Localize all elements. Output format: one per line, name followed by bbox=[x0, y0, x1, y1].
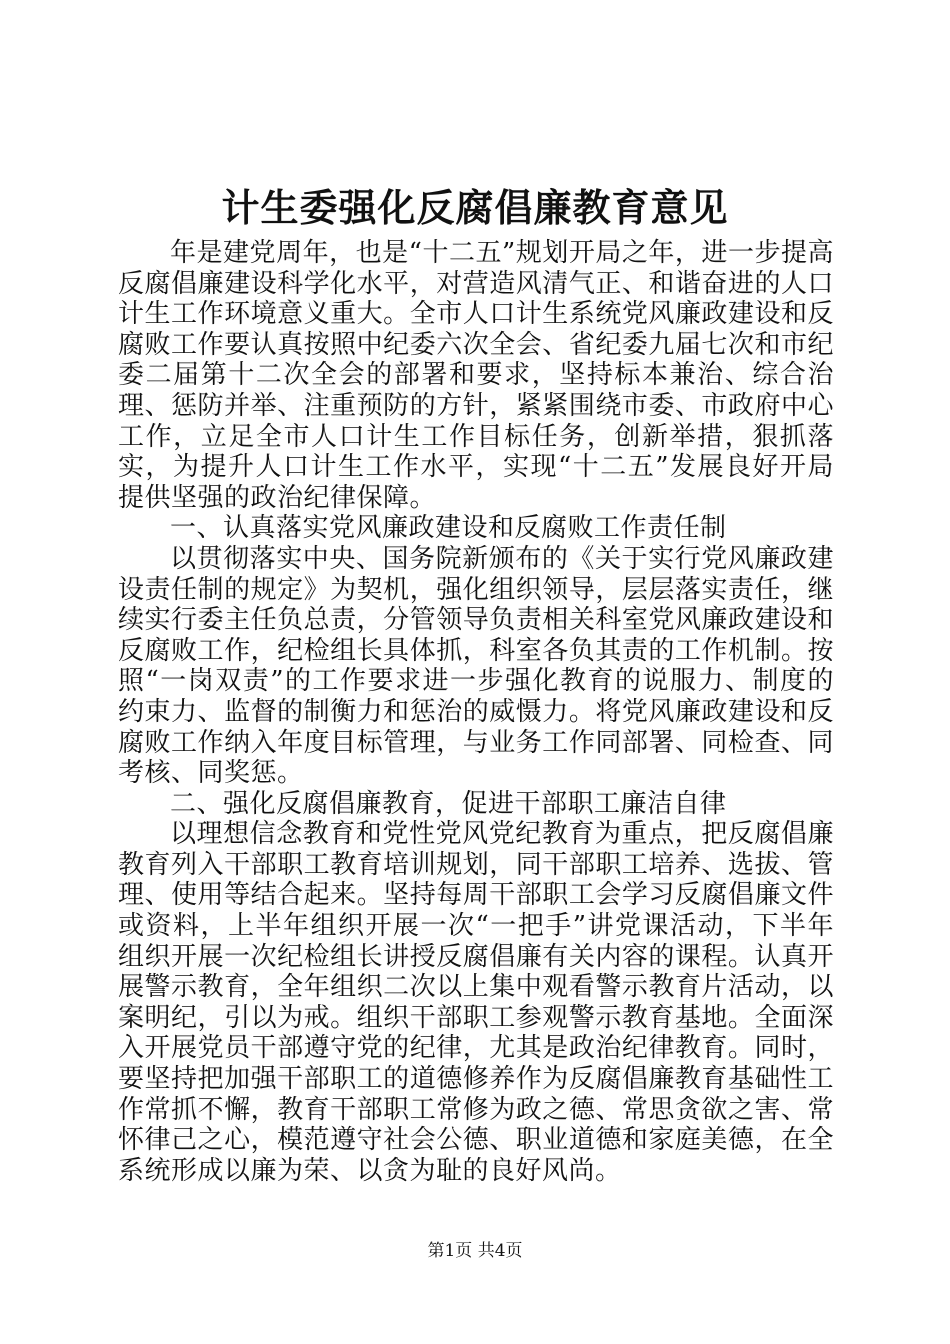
section-heading-1: 一、认真落实党风廉政建设和反腐败工作责任制 bbox=[170, 513, 727, 544]
page-number-footer: 第1页 共4页 bbox=[427, 1241, 523, 1261]
document-title: 计生委强化反腐倡廉教育意见 bbox=[221, 185, 729, 230]
section-1-paragraph: 以贯彻落实中央、国务院新颁布的《关于实行党风廉政建设责任制的规定》为契机，强化组织领导，层层落实责任，继续实行委主任负总责，分管领导负责相关科室党风廉政建设和反腐败工作，纪检组长具体抓，科室各负其责的工作机制。按照“一岗双责”的工作要求进一步强化教育的说服力、制度的约束力、监督的制衡力和惩治的威慑力。将党风廉政建设和反腐败工作纳入年度目标管理，与业务工作同部署、同检查、同考核、同奖惩。 bbox=[118, 543, 834, 789]
section-heading-2: 二、强化反腐倡廉教育，促进干部职工廉洁自律 bbox=[170, 788, 727, 819]
section-2-paragraph: 以理想信念教育和党性党风党纪教育为重点，把反腐倡廉教育列入干部职工教育培训规划，同干部职工培养、选拔、管理、使用等结合起来。坚持每周干部职工会学习反腐倡廉文件或资料，上半年组织开展一次“一把手”讲党课活动，下半年组织开展一次纪检组长讲授反腐倡廉有关内容的课程。认真开展警示教育，全年组织二次以上集中观看警示教育片活动，以案明纪，引以为戒。组织干部职工参观警示教育基地。全面深入开展党员干部遵守党的纪律，尤其是政治纪律教育。同时，要坚持把加强干部职工的道德修养作为反腐倡廉教育基础性工作常抓不懈，教育干部职工常修为政之德、常思贪欲之害、常怀律己之心，模范遵守社会公德、职业道德和家庭美德，在全系统形成以廉为荣、以贪为耻的良好风尚。 bbox=[118, 819, 834, 1186]
intro-paragraph: 年是建党周年，也是“十二五”规划开局之年，进一步提高反腐倡廉建设科学化水平，对营造风清气正、和谐奋进的人口计生工作环境意义重大。全市人口计生系统党风廉政建设和反腐败工作要认真按照中纪委六次全会、省纪委九届七次和市纪委二届第十二次全会的部署和要求，坚持标本兼治、综合治理、惩防并举、注重预防的方针，紧紧围绕市委、市政府中心工作，立足全市人口计生工作目标任务，创新举措，狠抓落实，为提升人口计生工作水平，实现“十二五”发展良好开局提供坚强的政治纪律保障。 bbox=[118, 238, 834, 513]
document-body bbox=[118, 238, 834, 1186]
